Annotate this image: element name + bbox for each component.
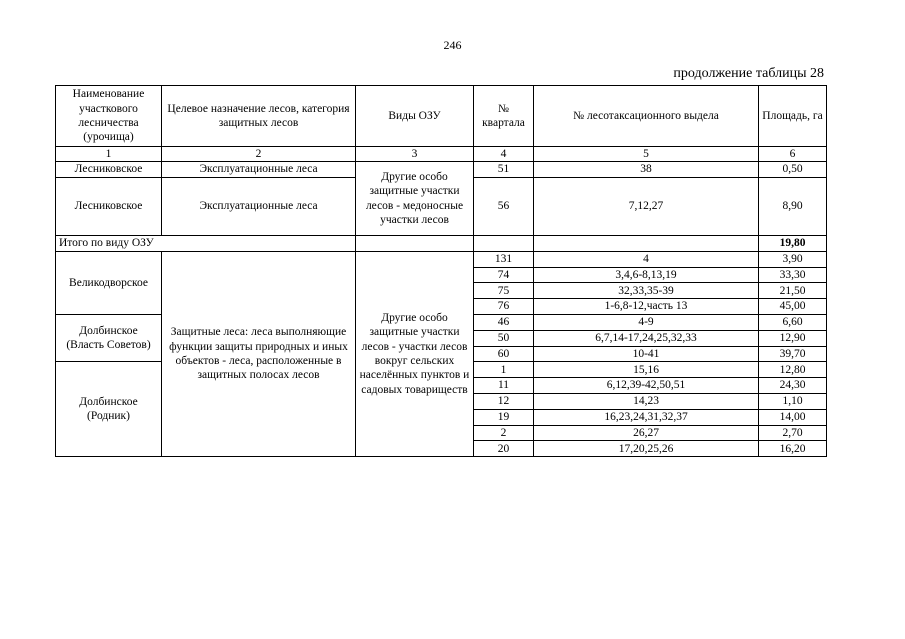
area-cell: 12,80 xyxy=(759,362,827,378)
area-cell: 0,50 xyxy=(759,162,827,177)
empty-cell xyxy=(534,235,759,251)
quarter-cell: 74 xyxy=(474,267,534,283)
area-cell: 8,90 xyxy=(759,177,827,235)
empty-cell xyxy=(474,235,534,251)
plots-cell: 6,12,39-42,50,51 xyxy=(534,378,759,394)
plots-cell: 10-41 xyxy=(534,346,759,362)
table-continuation-caption: продолжение таблицы 28 xyxy=(673,66,824,81)
ozu-type-cell: Другие особо защитные участки лесов - участки лесов вокруг сельских населённых пунктов и садовых товариществ xyxy=(356,251,474,456)
area-cell: 6,60 xyxy=(759,314,827,330)
plots-cell: 3,4,6-8,13,19 xyxy=(534,267,759,283)
quarter-cell: 60 xyxy=(474,346,534,362)
quarter-cell: 20 xyxy=(474,441,534,457)
plots-cell: 32,33,35-39 xyxy=(534,283,759,299)
column-number: 5 xyxy=(534,147,759,162)
column-number-row xyxy=(56,147,827,162)
header-quarter: № квартала xyxy=(474,86,534,147)
area-cell: 2,70 xyxy=(759,425,827,441)
area-cell: 3,90 xyxy=(759,251,827,267)
area-cell: 45,00 xyxy=(759,299,827,315)
purpose-cell: Защитные леса: леса выполняющие функции защиты природных и иных объектов - леса, расположенные в защитных полосах лесов xyxy=(162,251,356,456)
plots-cell: 38 xyxy=(534,162,759,177)
plots-cell: 1-6,8-12,часть 13 xyxy=(534,299,759,315)
quarter-cell: 2 xyxy=(474,425,534,441)
purpose-cell: Эксплуатационные леса xyxy=(162,177,356,235)
column-number: 1 xyxy=(56,147,162,162)
area-cell: 24,30 xyxy=(759,378,827,394)
plots-cell: 4 xyxy=(534,251,759,267)
plots-cell: 17,20,25,26 xyxy=(534,441,759,457)
column-number: 4 xyxy=(474,147,534,162)
plots-cell: 16,23,24,31,32,37 xyxy=(534,409,759,425)
quarter-cell: 1 xyxy=(474,362,534,378)
quarter-cell: 19 xyxy=(474,409,534,425)
forestry-cell: Лесниковское xyxy=(56,162,162,177)
quarter-cell: 56 xyxy=(474,177,534,235)
header-forestry: Наименование участкового лесничества (урочища) xyxy=(56,86,162,147)
table-row xyxy=(56,251,827,267)
header-area: Площадь, га xyxy=(759,86,827,147)
column-number: 6 xyxy=(759,147,827,162)
total-row xyxy=(56,235,827,251)
forestry-cell: Лесниковское xyxy=(56,177,162,235)
area-cell: 21,50 xyxy=(759,283,827,299)
ozu-type-cell: Другие особо защитные участки лесов - медоносные участки лесов xyxy=(356,162,474,235)
plots-cell: 26,27 xyxy=(534,425,759,441)
table-row xyxy=(56,162,827,177)
plots-cell: 7,12,27 xyxy=(534,177,759,235)
quarter-cell: 50 xyxy=(474,330,534,346)
header-plots: № лесотаксационного выдела xyxy=(534,86,759,147)
area-cell: 1,10 xyxy=(759,393,827,409)
quarter-cell: 12 xyxy=(474,393,534,409)
area-cell: 33,30 xyxy=(759,267,827,283)
quarter-cell: 75 xyxy=(474,283,534,299)
area-cell: 14,00 xyxy=(759,409,827,425)
page-number: 246 xyxy=(443,38,462,52)
empty-cell xyxy=(356,235,474,251)
plots-cell: 14,23 xyxy=(534,393,759,409)
quarter-cell: 46 xyxy=(474,314,534,330)
header-purpose: Целевое назначение лесов, категория защитных лесов xyxy=(162,86,356,147)
forestry-cell: Долбинское (Родник) xyxy=(56,362,162,457)
quarter-cell: 51 xyxy=(474,162,534,177)
area-cell: 16,20 xyxy=(759,441,827,457)
forestry-cell: Великодворское xyxy=(56,251,162,314)
forestry-cell: Долбинское (Власть Советов) xyxy=(56,314,162,361)
forest-areas-table xyxy=(55,85,827,457)
column-number: 3 xyxy=(356,147,474,162)
header-ozu-type: Виды ОЗУ xyxy=(356,86,474,147)
area-cell: 12,90 xyxy=(759,330,827,346)
plots-cell: 15,16 xyxy=(534,362,759,378)
plots-cell: 4-9 xyxy=(534,314,759,330)
total-label: Итого по виду ОЗУ xyxy=(56,235,356,251)
quarter-cell: 76 xyxy=(474,299,534,315)
plots-cell: 6,7,14-17,24,25,32,33 xyxy=(534,330,759,346)
table-header-row xyxy=(56,86,827,147)
quarter-cell: 11 xyxy=(474,378,534,394)
quarter-cell: 131 xyxy=(474,251,534,267)
purpose-cell: Эксплуатационные леса xyxy=(162,162,356,177)
total-area: 19,80 xyxy=(759,235,827,251)
area-cell: 39,70 xyxy=(759,346,827,362)
column-number: 2 xyxy=(162,147,356,162)
